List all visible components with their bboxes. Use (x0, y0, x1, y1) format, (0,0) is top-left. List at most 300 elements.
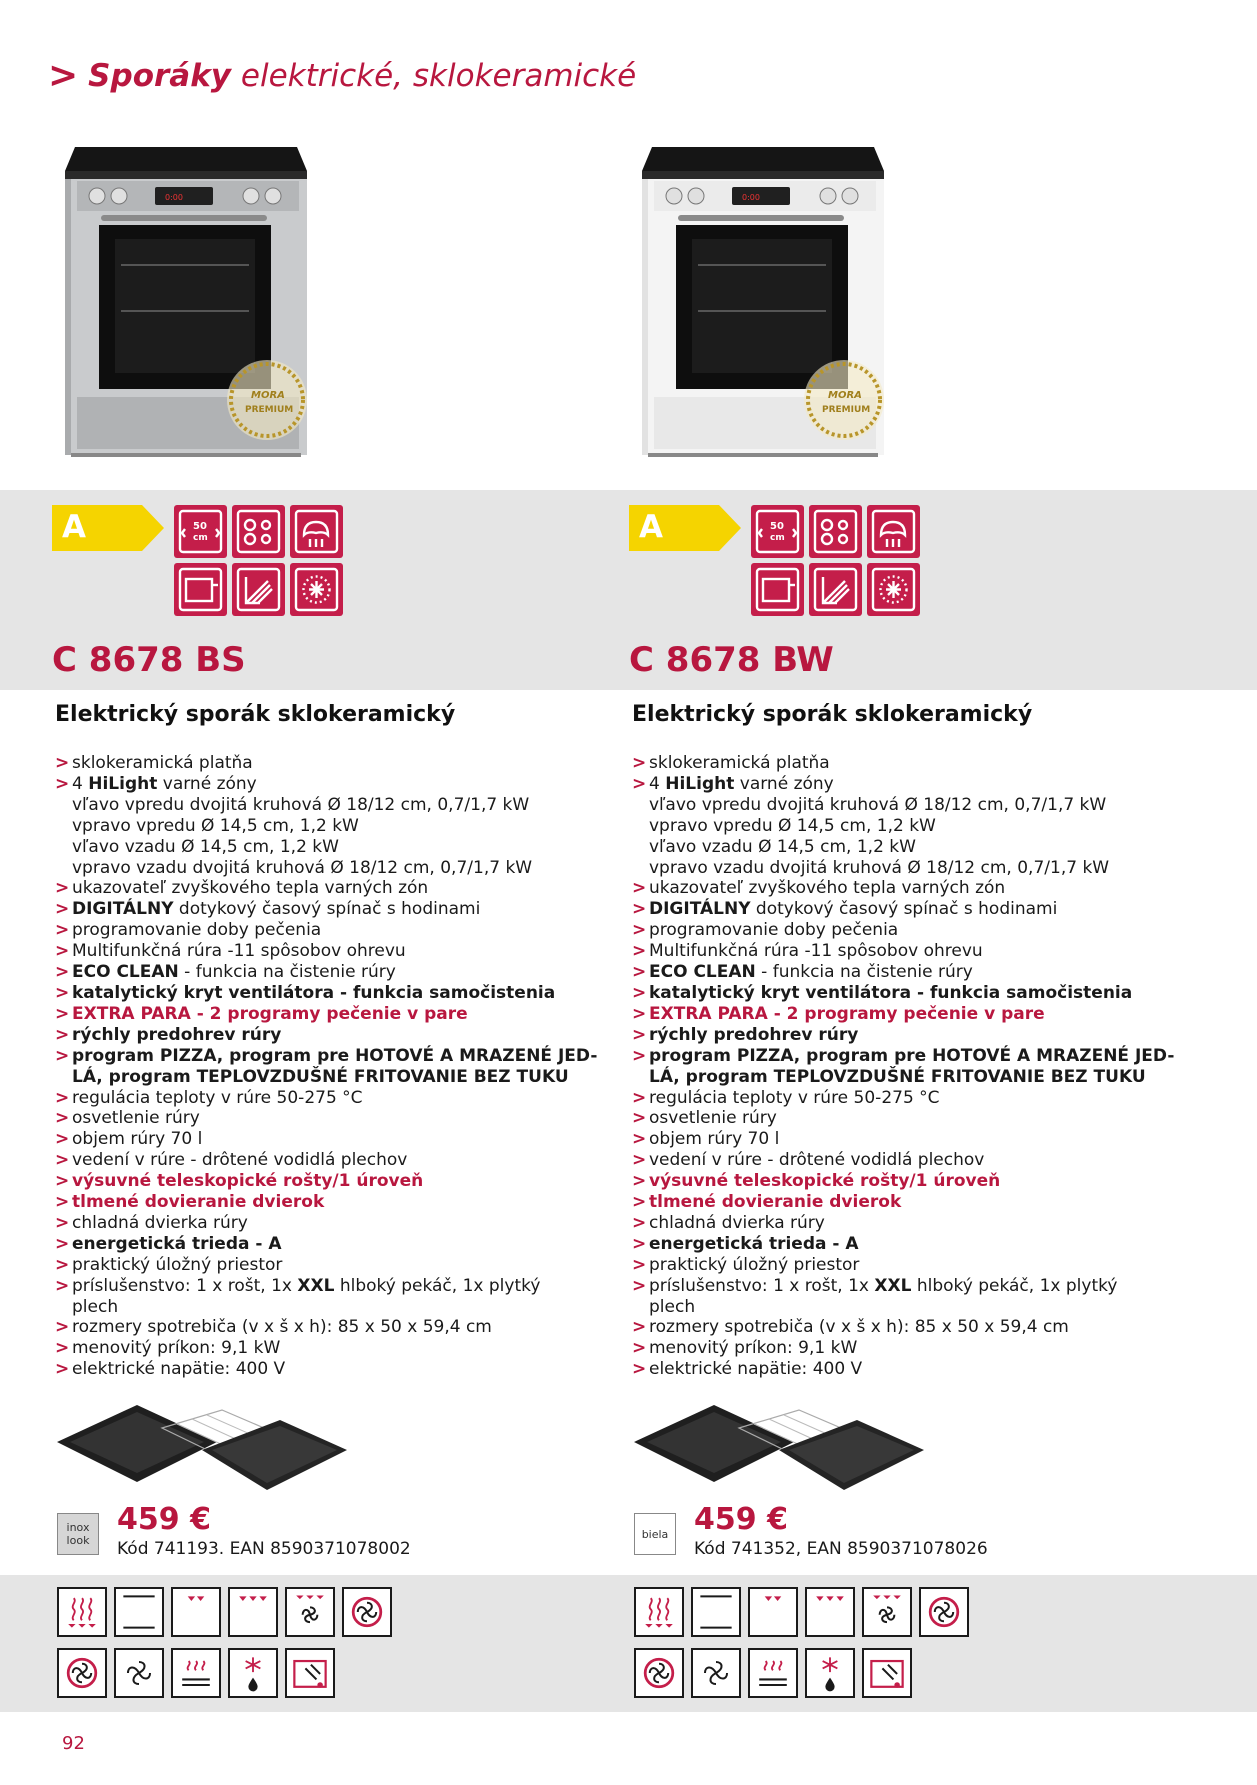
spec-text (72, 962, 396, 983)
spec-text-part: vedení v rúre - drôtené vodidlá plechov (72, 1150, 408, 1171)
spec-text (72, 983, 555, 1004)
spec-text-part: príslušenstvo: 1 x rošt, 1x (72, 1275, 298, 1296)
grill-icon (228, 1587, 278, 1637)
spec-text-part: 4 (72, 773, 89, 794)
fan-icon (867, 563, 920, 616)
spec-text (649, 774, 834, 795)
spec-item (632, 1046, 1192, 1067)
spec-text-part: XXL (874, 1275, 912, 1296)
spec-text (649, 1129, 779, 1150)
spec-bullet-chevron: > (55, 1003, 70, 1024)
product-price: 459 € (694, 1502, 788, 1537)
spec-item (632, 795, 1192, 816)
spec-bullet-chevron: > (55, 1150, 70, 1171)
spec-text-part: vpravo vzadu dvojitá kruhová Ø 18/12 cm, 0,7/1,7 kW (72, 857, 533, 878)
width-badge-unit: cm (193, 533, 208, 543)
color-swatch-label: inox (66, 1521, 90, 1534)
spec-bullet-chevron: > (632, 1338, 647, 1359)
spec-text-part: EXTRA PARA - 2 programy pečenie v pare (649, 1003, 1045, 1024)
spec-bullet-chevron: > (55, 753, 70, 773)
energy-class-label: A (639, 509, 663, 545)
spec-bullet-chevron: > (55, 1192, 70, 1213)
spec-text (649, 878, 1005, 899)
spec-text-part: tlmené dovieranie dvierok (649, 1192, 902, 1213)
spec-text-part: HiLight (88, 773, 158, 794)
spec-text (649, 1025, 858, 1046)
spec-item (632, 1025, 1192, 1046)
spec-text-part: DIGITÁLNY (649, 899, 751, 920)
spec-text (649, 1276, 1117, 1297)
spec-item (55, 1171, 615, 1192)
spec-text (72, 1108, 200, 1129)
product-column (52, 0, 612, 1785)
product-model: C 8678 BS (52, 640, 246, 680)
bottom-heat-fan-icon (748, 1648, 798, 1698)
spec-text-part: hlboký pekáč, 1x plytký (334, 1275, 541, 1296)
top-bottom-heat-icon (634, 1587, 684, 1637)
spec-text-part: varné zóny (157, 773, 257, 794)
product-price: 459 € (117, 1502, 211, 1537)
spec-bullet-chevron: > (632, 753, 647, 773)
energy-class-badge (629, 505, 741, 551)
spec-item (55, 983, 615, 1004)
spec-bullet-chevron: > (632, 1108, 647, 1129)
spec-item (632, 753, 1192, 774)
spec-bullet-chevron: > (632, 941, 647, 962)
spec-text (649, 1192, 901, 1213)
spec-item (632, 1338, 1192, 1359)
spec-bullet-chevron: > (632, 1003, 647, 1024)
spec-text-part: ukazovateľ zvyškového tepla varných zón (649, 878, 1006, 899)
spec-text-part: program PIZZA, program pre HOTOVÉ A MRAZENÉ JED- (72, 1045, 598, 1066)
spec-text (72, 920, 321, 941)
spec-bullet-chevron: > (55, 1108, 70, 1129)
spec-text (72, 1297, 118, 1318)
spec-item (632, 1276, 1192, 1297)
color-swatch-label: look (66, 1534, 90, 1547)
spec-item (632, 1108, 1192, 1129)
spec-bullet-chevron: > (632, 1045, 647, 1066)
fan-icon (114, 1648, 164, 1698)
spec-text-part: plech (72, 1296, 119, 1317)
width-50cm-icon (174, 505, 227, 558)
spec-text-part: Multifunkčná rúra -11 spôsobov ohrevu (649, 941, 983, 962)
spec-text-part: dotykový časový spínač s hodinami (750, 899, 1058, 920)
spec-text-part: energetická trieda - A (72, 1233, 282, 1254)
spec-item (55, 1088, 615, 1109)
spec-text-part: chladná dvierka rúry (649, 1212, 825, 1233)
spec-bullet-chevron: > (55, 878, 70, 899)
stove-image (57, 135, 347, 475)
spec-text (72, 1276, 540, 1297)
bottom-heat-icon (114, 1587, 164, 1637)
spec-item (55, 1276, 615, 1297)
spec-item (632, 1004, 1192, 1025)
four-zones-icon (232, 505, 285, 558)
spec-item (55, 1108, 615, 1129)
spec-bullet-chevron: > (632, 1192, 647, 1213)
spec-text-part: vpravo vpredu Ø 14,5 cm, 1,2 kW (72, 815, 359, 836)
spec-item (632, 983, 1192, 1004)
spec-bullet-chevron: > (55, 1129, 70, 1150)
spec-item (55, 1004, 615, 1025)
door-icon (174, 563, 227, 616)
spec-text (649, 1046, 1174, 1067)
spec-text-part: ukazovateľ zvyškového tepla varných zón (72, 878, 429, 899)
spec-text (649, 837, 916, 858)
spec-text-part: osvetlenie rúry (72, 1108, 200, 1129)
spec-bullet-chevron: > (632, 1129, 647, 1150)
spec-item (55, 1297, 615, 1318)
spec-text (649, 1338, 857, 1359)
top-bottom-heat-icon (57, 1587, 107, 1637)
spec-text (649, 1088, 940, 1109)
telescopic-rails-icon (809, 563, 862, 616)
spec-item (55, 1150, 615, 1171)
spec-bullet-chevron: > (55, 1338, 70, 1359)
spec-text-part: XXL (297, 1275, 335, 1296)
spec-item (632, 774, 1192, 795)
spec-bullet-chevron: > (55, 1087, 70, 1108)
spec-item (632, 1088, 1192, 1109)
eco-clean-icon (285, 1648, 335, 1698)
spec-text-part: LÁ, program TEPLOVZDUŠNÉ FRITOVANIE BEZ TUKU (649, 1066, 1146, 1087)
spec-text-part: menovitý príkon: 9,1 kW (72, 1338, 281, 1359)
spec-text-part: ECO CLEAN (72, 962, 179, 983)
spec-bullet-chevron: > (55, 1275, 70, 1296)
product-code: Kód 741193. EAN 8590371078002 (117, 1539, 411, 1559)
spec-text-part: regulácia teploty v rúre 50-275 °C (649, 1087, 940, 1108)
top-heat-icon (748, 1587, 798, 1637)
energy-class-badge (52, 505, 164, 551)
spec-text-part: rýchly predohrev rúry (649, 1024, 859, 1045)
spec-text (649, 1150, 984, 1171)
spec-item (632, 1067, 1192, 1088)
spec-text (649, 1234, 859, 1255)
spec-text (649, 899, 1057, 920)
spec-text-part: - funkcia na čistenie rúry (178, 962, 396, 983)
spec-bullet-chevron: > (632, 1275, 647, 1296)
spec-text (72, 1150, 407, 1171)
spec-text-part: praktický úložný priestor (72, 1254, 283, 1275)
width-badge-value: 50 (770, 521, 784, 532)
color-swatch (634, 1513, 676, 1555)
top-heat-icon (171, 1587, 221, 1637)
spec-bullet-chevron: > (632, 878, 647, 899)
spec-item (55, 920, 615, 941)
spec-text (72, 774, 257, 795)
spec-text-part: rýchly predohrev rúry (72, 1024, 282, 1045)
spec-bullet-chevron: > (632, 1254, 647, 1275)
spec-text (649, 1255, 859, 1276)
spec-text (649, 1108, 777, 1129)
spec-text (649, 1317, 1069, 1338)
spec-text (72, 1025, 281, 1046)
spec-item (55, 774, 615, 795)
spec-item (55, 941, 615, 962)
spec-text-part: programovanie doby pečenia (72, 920, 322, 941)
spec-text-part: objem rúry 70 l (649, 1129, 780, 1150)
spec-text (72, 1067, 569, 1088)
spec-item (632, 816, 1192, 837)
spec-text (72, 1359, 285, 1380)
spec-text (649, 1004, 1045, 1025)
spec-item (55, 795, 615, 816)
spec-bullet-chevron: > (632, 1150, 647, 1171)
spec-text (72, 1046, 597, 1067)
spec-text (649, 983, 1132, 1004)
width-badge-value: 50 (193, 521, 207, 532)
spec-text (72, 1192, 324, 1213)
spec-text-part: ECO CLEAN (649, 962, 756, 983)
product-model: C 8678 BW (629, 640, 834, 680)
spec-item (632, 1129, 1192, 1150)
mora-premium-badge-line2: PREMIUM (245, 405, 294, 415)
spec-bullet-chevron: > (55, 1024, 70, 1045)
spec-item (632, 1150, 1192, 1171)
page-number: 92 (62, 1733, 85, 1754)
grill-fan-icon (285, 1587, 335, 1637)
fan-icon (290, 563, 343, 616)
page-title-bold: Sporáky (88, 58, 232, 94)
spec-item (632, 858, 1192, 879)
spec-bullet-chevron: > (632, 962, 647, 983)
spec-item (632, 878, 1192, 899)
spec-text-part: elektrické napätie: 400 V (72, 1359, 286, 1380)
spec-text-part: osvetlenie rúry (649, 1108, 777, 1129)
spec-bullet-chevron: > (55, 899, 70, 920)
spec-item (55, 1234, 615, 1255)
spec-item (55, 858, 615, 879)
spec-text-part: menovitý príkon: 9,1 kW (649, 1338, 858, 1359)
bottom-heat-icon (691, 1587, 741, 1637)
spec-text (649, 1359, 862, 1380)
spec-bullet-chevron: > (55, 1045, 70, 1066)
spec-text-part: katalytický kryt ventilátora - funkcia samočistenia (649, 982, 1133, 1003)
spec-text-part: tlmené dovieranie dvierok (72, 1192, 325, 1213)
spec-text-part: regulácia teploty v rúre 50-275 °C (72, 1087, 363, 1108)
steam-cleaning-icon (867, 505, 920, 558)
spec-text-part: rozmery spotrebiča (v x š x h): 85 x 50 x 59,4 cm (72, 1317, 492, 1338)
spec-text-part: praktický úložný priestor (649, 1254, 860, 1275)
spec-text (72, 941, 406, 962)
spec-bullet-chevron: > (632, 1317, 647, 1338)
defrost-icon (228, 1648, 278, 1698)
energy-class-label: A (62, 509, 86, 545)
spec-text (72, 753, 253, 774)
spec-item (55, 816, 615, 837)
spec-text-part: 4 (649, 773, 666, 794)
spec-text-part: katalytický kryt ventilátora - funkcia samočistenia (72, 982, 556, 1003)
spec-text-part: HiLight (665, 773, 735, 794)
spec-bullet-chevron: > (55, 1171, 70, 1192)
spec-bullet-chevron: > (55, 1317, 70, 1338)
product-column (629, 0, 1189, 1785)
door-icon (751, 563, 804, 616)
spec-item (55, 753, 615, 774)
spec-text-part: LÁ, program TEPLOVZDUŠNÉ FRITOVANIE BEZ TUKU (72, 1066, 569, 1087)
spec-bullet-chevron: > (55, 1212, 70, 1233)
spec-bullet-chevron: > (632, 982, 647, 1003)
spec-item (632, 1317, 1192, 1338)
spec-item (55, 1129, 615, 1150)
spec-bullet-chevron: > (55, 773, 70, 794)
spec-bullet-chevron: > (632, 773, 647, 794)
spec-text-part: program PIZZA, program pre HOTOVÉ A MRAZENÉ JED- (649, 1045, 1175, 1066)
spec-text-part: vedení v rúre - drôtené vodidlá plechov (649, 1150, 985, 1171)
spec-text-part: programovanie doby pečenia (649, 920, 899, 941)
spec-text-part: vľavo vpredu dvojitá kruhová Ø 18/12 cm, 0,7/1,7 kW (649, 794, 1107, 815)
spec-text (649, 816, 936, 837)
spec-text (649, 1067, 1146, 1088)
spec-text-part: výsuvné teleskopické rošty/1 úroveň (649, 1171, 1001, 1192)
spec-text-part: chladná dvierka rúry (72, 1212, 248, 1233)
spec-text (72, 878, 428, 899)
spec-text (72, 899, 480, 920)
eco-clean-icon (862, 1648, 912, 1698)
spec-item (632, 1192, 1192, 1213)
svg-text:0:00: 0:00 (742, 193, 760, 202)
spec-item (632, 1359, 1192, 1380)
mora-premium-badge-line2: PREMIUM (822, 405, 871, 415)
spec-text-part: hlboký pekáč, 1x plytký (911, 1275, 1118, 1296)
spec-item (632, 837, 1192, 858)
product-subtitle: Elektrický sporák sklokeramický (632, 702, 1033, 727)
spec-bullet-chevron: > (632, 1359, 647, 1380)
spec-bullet-chevron: > (632, 899, 647, 920)
spec-item (55, 1213, 615, 1234)
hot-air-icon (342, 1587, 392, 1637)
spec-text (72, 795, 529, 816)
fan-ring-icon (57, 1648, 107, 1698)
spec-text-part: výsuvné teleskopické rošty/1 úroveň (72, 1171, 424, 1192)
spec-text (649, 1213, 825, 1234)
spec-item (55, 1046, 615, 1067)
spec-item (55, 1025, 615, 1046)
fan-icon (691, 1648, 741, 1698)
mora-premium-badge-line1: MORA (828, 390, 862, 401)
spec-text (649, 1297, 695, 1318)
spec-text-part: vľavo vzadu Ø 14,5 cm, 1,2 kW (72, 836, 339, 857)
spec-bullet-chevron: > (55, 962, 70, 983)
spec-item (632, 1234, 1192, 1255)
width-50cm-icon (751, 505, 804, 558)
spec-text (649, 1171, 1000, 1192)
spec-bullet-chevron: > (632, 920, 647, 941)
spec-text-part: DIGITÁLNY (72, 899, 174, 920)
spec-item (632, 941, 1192, 962)
mora-premium-badge-line1: MORA (251, 390, 285, 401)
spec-item (632, 1213, 1192, 1234)
spec-bullet-chevron: > (55, 1254, 70, 1275)
spec-text-part: elektrické napätie: 400 V (649, 1359, 863, 1380)
spec-text-part: EXTRA PARA - 2 programy pečenie v pare (72, 1003, 468, 1024)
spec-item (55, 1255, 615, 1276)
spec-text-part: vľavo vpredu dvojitá kruhová Ø 18/12 cm, 0,7/1,7 kW (72, 794, 530, 815)
spec-text (649, 753, 830, 774)
spec-text (72, 1338, 280, 1359)
spec-bullet-chevron: > (632, 1233, 647, 1254)
spec-text-part: Multifunkčná rúra -11 spôsobov ohrevu (72, 941, 406, 962)
product-subtitle: Elektrický sporák sklokeramický (55, 702, 456, 727)
spec-text-part: rozmery spotrebiča (v x š x h): 85 x 50 x 59,4 cm (649, 1317, 1069, 1338)
spec-text-part: varné zóny (734, 773, 834, 794)
spec-text-part: dotykový časový spínač s hodinami (173, 899, 481, 920)
spec-text-part: plech (649, 1296, 696, 1317)
spec-text (72, 1171, 423, 1192)
spec-item (55, 1317, 615, 1338)
defrost-icon (805, 1648, 855, 1698)
four-zones-icon (809, 505, 862, 558)
accessories-image (52, 1400, 352, 1495)
spec-bullet-chevron: > (632, 1212, 647, 1233)
spec-item (55, 962, 615, 983)
spec-bullet-chevron: > (632, 1171, 647, 1192)
spec-bullet-chevron: > (55, 1359, 70, 1380)
spec-text-part: sklokeramická platňa (72, 753, 253, 773)
spec-item (55, 1067, 615, 1088)
spec-list (632, 753, 1192, 1380)
spec-list (55, 753, 615, 1380)
spec-text-part: sklokeramická platňa (649, 753, 830, 773)
spec-item (55, 1338, 615, 1359)
spec-text (72, 1129, 202, 1150)
spec-text (649, 858, 1109, 879)
spec-text-part: príslušenstvo: 1 x rošt, 1x (649, 1275, 875, 1296)
spec-item (55, 899, 615, 920)
spec-item (632, 899, 1192, 920)
spec-text (72, 1004, 468, 1025)
spec-text (72, 1317, 492, 1338)
color-swatch-label: biela (641, 1527, 669, 1541)
spec-bullet-chevron: > (55, 920, 70, 941)
spec-item (632, 920, 1192, 941)
spec-item (632, 1171, 1192, 1192)
bottom-heat-fan-icon (171, 1648, 221, 1698)
spec-text (649, 795, 1106, 816)
fan-ring-icon (634, 1648, 684, 1698)
spec-item (55, 837, 615, 858)
width-badge-unit: cm (770, 533, 785, 543)
product-code: Kód 741352, EAN 8590371078026 (694, 1539, 988, 1559)
spec-text (72, 816, 359, 837)
spec-text (649, 962, 973, 983)
spec-item (632, 962, 1192, 983)
header-chevron: > (48, 55, 79, 96)
spec-text (72, 1234, 282, 1255)
grill-fan-icon (862, 1587, 912, 1637)
spec-text (72, 1088, 363, 1109)
steam-cleaning-icon (290, 505, 343, 558)
spec-bullet-chevron: > (632, 1024, 647, 1045)
hot-air-icon (919, 1587, 969, 1637)
spec-text-part: vpravo vzadu dvojitá kruhová Ø 18/12 cm, 0,7/1,7 kW (649, 857, 1110, 878)
spec-item (632, 1297, 1192, 1318)
grill-icon (805, 1587, 855, 1637)
spec-item (632, 1255, 1192, 1276)
spec-text-part: vľavo vzadu Ø 14,5 cm, 1,2 kW (649, 836, 916, 857)
spec-text-part: objem rúry 70 l (72, 1129, 203, 1150)
spec-text (72, 837, 339, 858)
stove-image (634, 135, 924, 475)
spec-bullet-chevron: > (55, 941, 70, 962)
spec-text (649, 941, 983, 962)
telescopic-rails-icon (232, 563, 285, 616)
spec-text-part: vpravo vpredu Ø 14,5 cm, 1,2 kW (649, 815, 936, 836)
spec-text-part: - funkcia na čistenie rúry (755, 962, 973, 983)
spec-item (55, 1192, 615, 1213)
spec-text (72, 1213, 248, 1234)
